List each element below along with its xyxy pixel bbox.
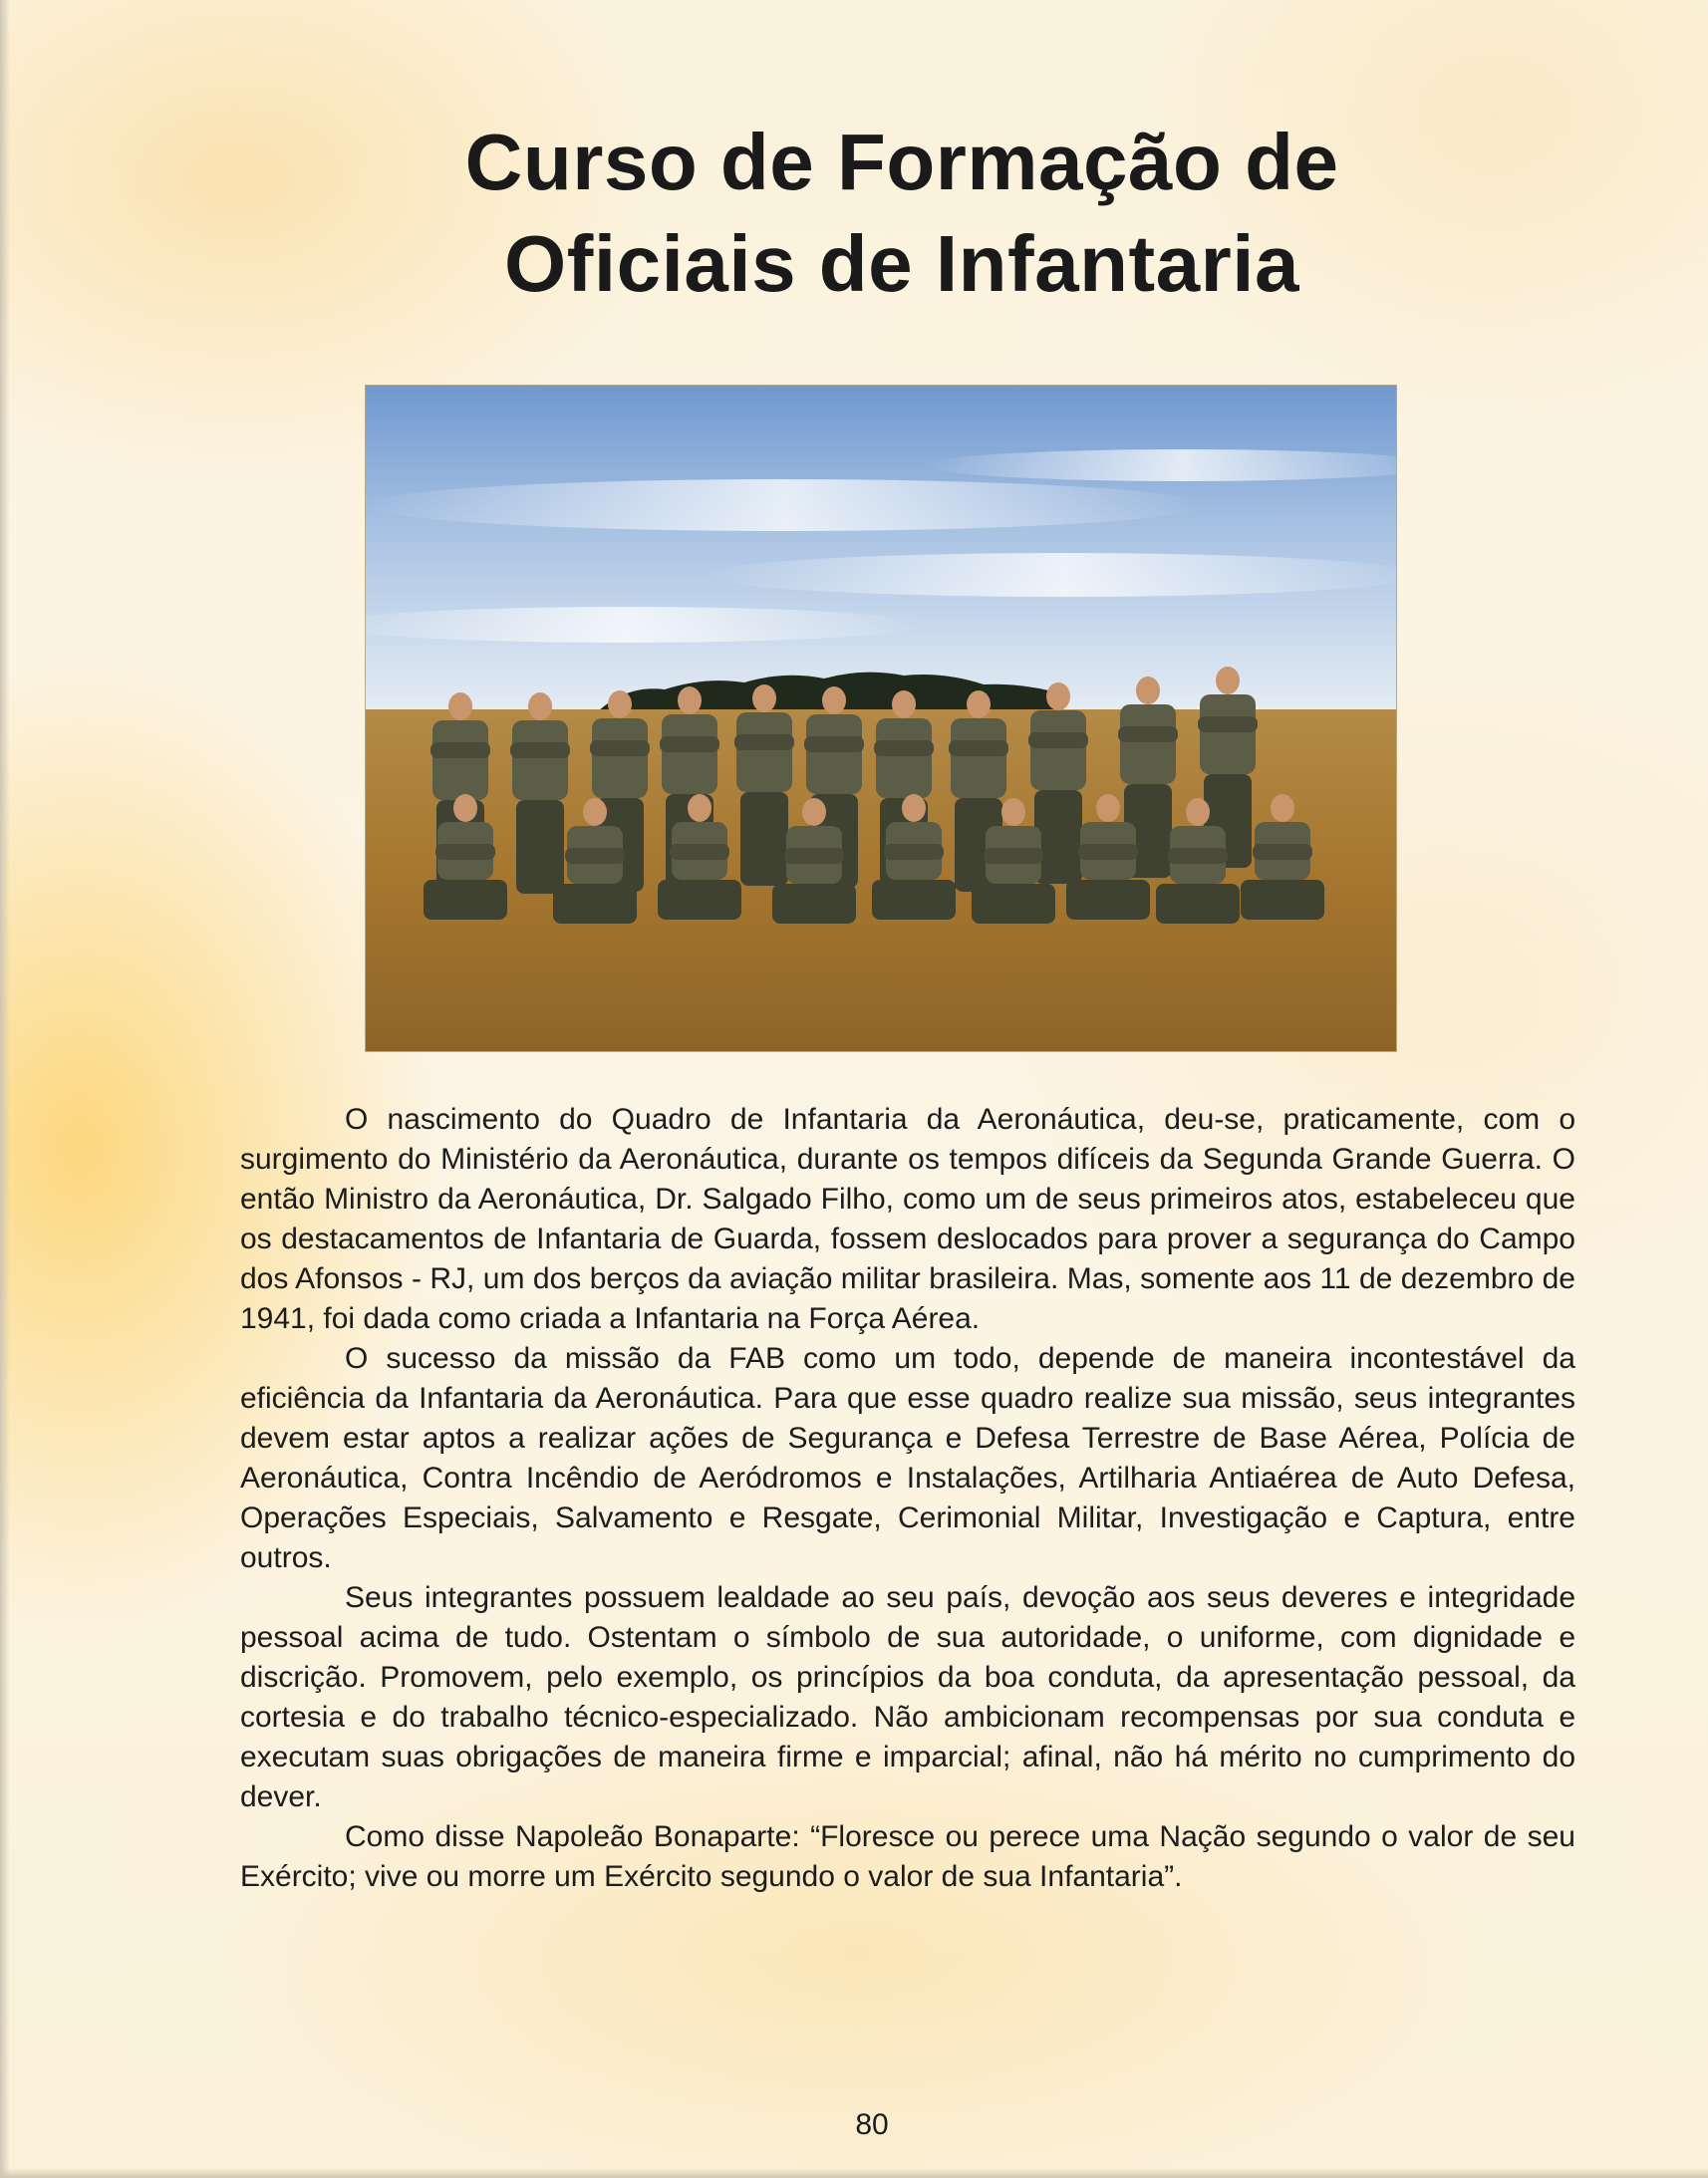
page-title-line-2: Oficiais de Infantaria [504, 219, 1299, 308]
paragraph-3: Seus integrantes possuem lealdade ao seu país, devoção aos seus deveres e integridade pessoal acima de tudo. Ostentam o símbolo de sua autoridade, o uniforme, com dignidade e discrição. Promovem, pelo exemplo, os princípios da boa conduta, da apresentação pessoal, da cortesia e do trabalho técnico-especializado. Não ambicionam recompensas por sua conduta e executam suas obrigações de maneira firme e imparcial; afinal, não há mérito no cumprimento do dever. [240, 1581, 1575, 1813]
paragraph-2: O sucesso da missão da FAB como um todo, depende de maneira incontestável da eficiência da Infantaria da Aeronáutica. Para que esse quadro realize sua missão, seus integrantes devem estar aptos a realizar ações de Segurança e Defesa Terrestre de Base Aérea, Polícia de Aeronáutica, Contra Incêndio de Aeródromos e Instalações, Artilharia Antiaérea de Auto Defesa, Operações Especiais, Salvamento e Resgate, Cerimonial Militar, Investigação e Captura, entre outros. [240, 1342, 1575, 1574]
paragraph-4: Como disse Napoleão Bonaparte: “Floresce ou perece uma Nação segundo o valor de seu Exército; vive ou morre um Exército segundo o valor de sua Infantaria”. [240, 1820, 1575, 1893]
page-edge-shadow-bottom [0, 2168, 1708, 2178]
page-edge-shadow-left [0, 0, 10, 2178]
page-title-line-1: Curso de Formação de [464, 118, 1339, 206]
paragraph-1: O nascimento do Quadro de Infantaria da Aeronáutica, deu-se, praticamente, com o surgimento do Ministério da Aeronáutica, durante os tempos difíceis da Segunda Grande Guerra. O então Ministro da Aeronáutica, Dr. Salgado Filho, como um de seus primeiros atos, estabeleceu que os destacamentos de Infantaria de Guarda, fossem deslocados para prover a segurança do Campo dos Afonsos - RJ, um dos berços da aviação militar brasileira. Mas, somente aos 11 de dezembro de 1941, foi dada como criada a Infantaria na Força Aérea. [240, 1103, 1575, 1335]
photo-sky [366, 386, 1396, 714]
body-text [240, 1100, 1575, 1897]
page-number: 80 [855, 2108, 889, 2141]
page-title [299, 112, 1505, 315]
group-photo [365, 385, 1397, 1052]
photo-soldier-figure [510, 692, 570, 894]
